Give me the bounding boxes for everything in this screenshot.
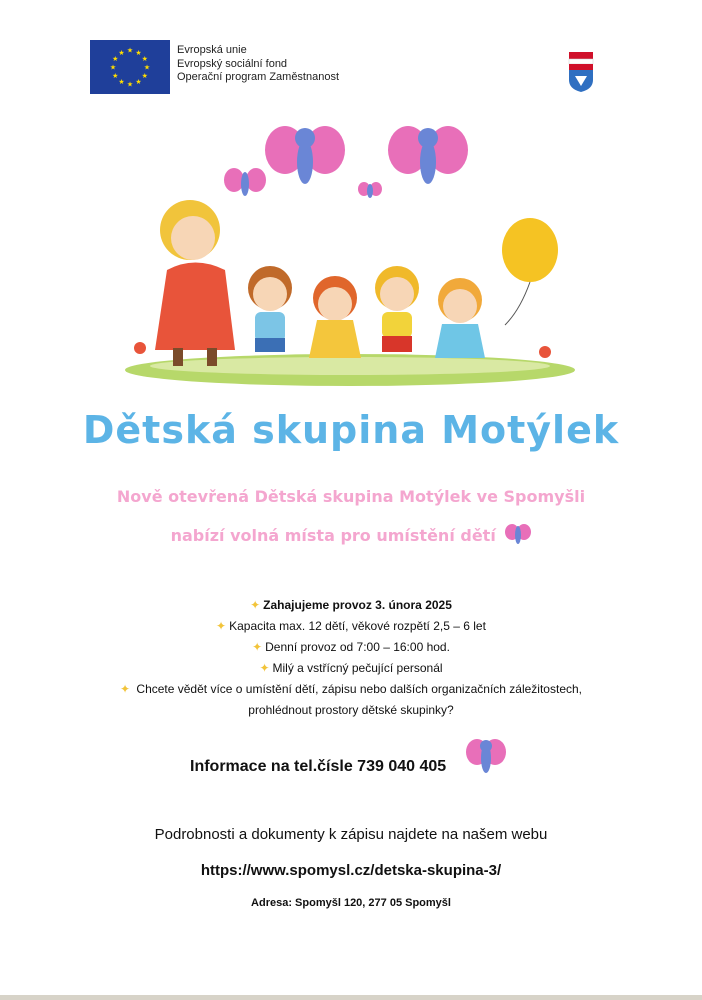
- child-figure: [435, 278, 485, 358]
- eu-line: Evropský sociální fond: [177, 57, 288, 70]
- balloon-icon: [502, 218, 558, 325]
- list-item: ✦ Denní provoz od 7:00 – 16:00 hod.: [252, 640, 450, 654]
- sparkle-icon: ✦: [216, 619, 227, 633]
- eu-star-icon: ★: [118, 49, 125, 57]
- eu-star-icon: ★: [109, 64, 117, 72]
- eu-star-icon: ★: [126, 47, 134, 55]
- list-item: ✦ Chcete vědět více o umístění dětí, zápisu nebo dalších organizačních záležitostech,: [120, 682, 582, 696]
- subtitle-line-2: [0, 523, 702, 545]
- eu-star-icon: ★: [143, 64, 151, 72]
- sparkle-icon: ✦: [252, 640, 263, 654]
- child-figure: [309, 276, 361, 358]
- sparkle-icon: ✦: [250, 598, 261, 612]
- child-figure: [375, 266, 419, 352]
- phone-info: Informace na tel.čísle 739 040 405: [190, 758, 447, 775]
- butterfly-icon: [224, 168, 266, 196]
- eu-star-icon: ★: [112, 73, 119, 80]
- butterfly-icon: [358, 182, 382, 198]
- info-list: [0, 595, 702, 721]
- list-item: ✦ Zahajujeme provoz 3. února 2025: [250, 598, 452, 612]
- butterfly-icon: [466, 738, 506, 774]
- eu-flag-icon: [90, 40, 170, 94]
- subtitle-text: nabízí volná místa pro umístění dětí: [170, 526, 496, 545]
- eu-star-icon: ★: [141, 73, 148, 80]
- eu-star-icon: ★: [135, 79, 142, 87]
- subtitle-line: Nově otevřená Dětská skupina Motýlek ve Spomyšli: [116, 487, 586, 506]
- eu-star-icon: ★: [135, 49, 142, 57]
- eu-star-icon: ★: [126, 81, 134, 89]
- list-item: ✦ Kapacita max. 12 dětí, věkové rozpětí 2,5 – 6 let: [216, 619, 486, 633]
- eu-star-icon: ★: [112, 56, 119, 63]
- butterfly-icon: [265, 126, 345, 184]
- sparkle-icon: ✦: [120, 682, 131, 696]
- child-figure: [248, 266, 292, 352]
- list-item-continued: prohlédnout prostory dětské skupinky?: [248, 703, 454, 717]
- children-illustration: [115, 120, 585, 390]
- details-text: Podrobnosti a dokumenty k zápisu najdete na našem webu: [154, 826, 548, 843]
- address-text: Adresa: Spomyšl 120, 277 05 Spomyšl: [251, 897, 451, 909]
- butterfly-icon: [505, 523, 531, 545]
- butterfly-icon: [388, 126, 468, 184]
- crest-icon: [566, 52, 596, 92]
- eu-text: [177, 44, 339, 85]
- eu-line: Evropská unie: [177, 44, 247, 56]
- teacher-figure: [155, 200, 235, 366]
- sparkle-icon: ✦: [259, 661, 270, 675]
- eu-star-icon: ★: [141, 56, 148, 63]
- page-edge: [0, 995, 702, 1000]
- eu-star-icon: ★: [118, 79, 125, 87]
- eu-line: Operační program Zaměstnanost: [177, 71, 340, 83]
- list-item: ✦ Milý a vstřícný pečující personál: [259, 661, 443, 675]
- website-link[interactable]: https://www.spomysl.cz/detska-skupina-3/: [200, 862, 502, 879]
- page-title: Dětská skupina Motýlek: [82, 408, 620, 452]
